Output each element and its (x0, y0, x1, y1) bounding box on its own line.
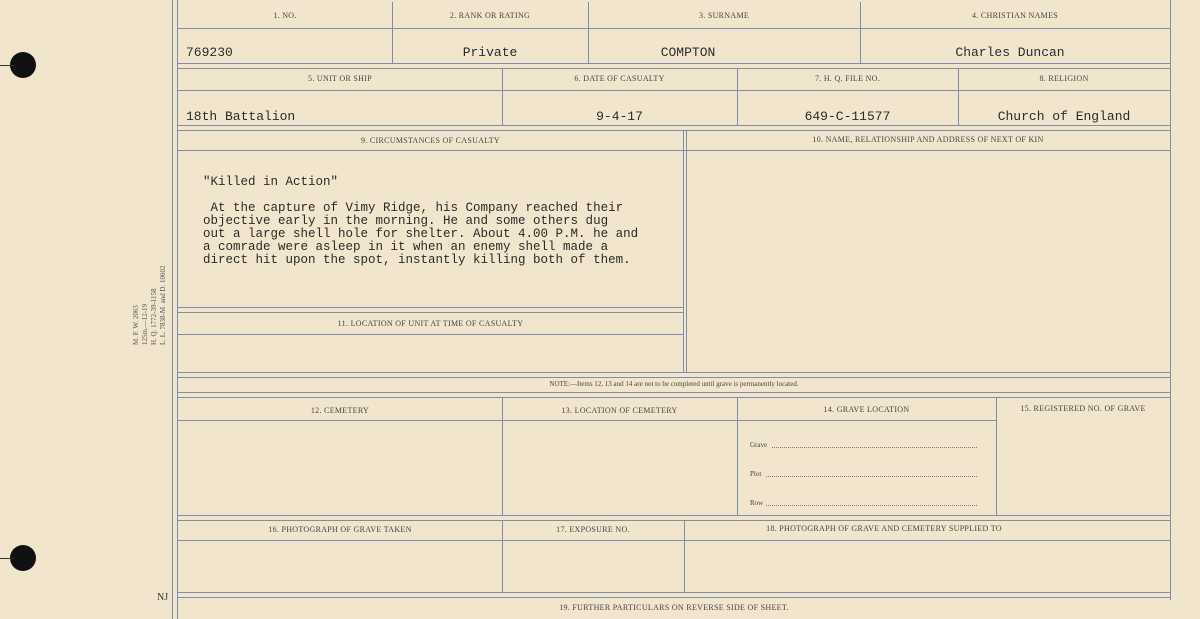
divider (178, 515, 1170, 521)
label-photo-supplied: 18. PHOTOGRAPH OF GRAVE AND CEMETERY SUPPLIED TO (766, 524, 1002, 533)
divider (178, 28, 1170, 29)
divider (178, 372, 1170, 378)
divider (172, 0, 173, 619)
side-text: L. L. 7838-M. and D. 10602 (159, 265, 167, 345)
label-photo-taken: 16. PHOTOGRAPH OF GRAVE TAKEN (268, 525, 412, 534)
divider (686, 130, 687, 373)
label-location-of-unit: 11. LOCATION OF UNIT AT TIME OF CASUALTY (337, 319, 524, 328)
divider (178, 90, 1170, 91)
grave-line (772, 447, 977, 448)
plot-label: Plot (750, 470, 762, 478)
label-date: 6. DATE OF CASUALTY (574, 74, 665, 83)
label-rank: 2. RANK OR RATING (449, 11, 531, 20)
label-no: 1. NO. (273, 11, 297, 20)
label-cemetery: 12. CEMETERY (310, 406, 370, 415)
plot-line (766, 476, 977, 477)
value-file: 649-C-11577 (804, 109, 891, 124)
divider (178, 540, 1170, 541)
value-no: 769230 (186, 45, 233, 60)
margin-line (0, 558, 14, 559)
divider (502, 398, 503, 516)
circumstances-text: At the capture of Vimy Ridge, his Company reached their objective early in the morning. He and some others dug out a large shell hole for shelter. About 4.00 P.M. he and a comrade were asleep in it when an enemy shell made a direct hit upon the spot, instantly killing both of them. (203, 201, 639, 267)
divider (737, 398, 738, 516)
divider (178, 150, 1170, 151)
value-surname: COMPTON (660, 45, 716, 60)
label-grave-location: 14. GRAVE LOCATION (823, 405, 910, 414)
divider (683, 130, 684, 373)
label-unit: 5. UNIT OR SHIP (308, 74, 372, 83)
divider (996, 398, 997, 516)
form-code (132, 265, 168, 345)
divider (178, 392, 1170, 398)
label-exposure: 17. EXPOSURE NO. (556, 525, 630, 534)
label-christian-names: 4. CHRISTIAN NAMES (971, 11, 1059, 20)
side-text: 125m.—12-19 (141, 303, 149, 345)
divider (1170, 0, 1171, 600)
label-circumstances: 9. CIRCUMSTANCES OF CASUALTY (360, 136, 501, 145)
value-unit: 18th Battalion (186, 109, 296, 124)
label-religion: 8. RELIGION (1039, 74, 1089, 83)
label-cemetery-location: 13. LOCATION OF CEMETERY (561, 406, 678, 415)
row-label: Row (750, 499, 764, 507)
margin-line (0, 65, 14, 66)
label-file: 7. H. Q. FILE NO. (814, 74, 881, 83)
initials: NJ (157, 592, 169, 603)
further-particulars: 19. FURTHER PARTICULARS ON REVERSE SIDE OF SHEET. (559, 603, 789, 612)
divider (178, 307, 683, 313)
grave-label: Grave (750, 441, 768, 449)
divider (178, 334, 683, 335)
divider (178, 420, 996, 421)
label-surname: 3. SURNAME (698, 11, 750, 20)
divider (178, 63, 1170, 69)
label-registered-no: 15. REGISTERED NO. OF GRAVE (1020, 404, 1146, 413)
side-text: H. Q. 1772-39-1158 (150, 288, 158, 345)
divider (178, 125, 1170, 131)
value-religion: Church of England (997, 109, 1131, 124)
note: NOTE:—Items 12, 13 and 14 are not to be completed until grave is permanently located. (549, 380, 799, 388)
label-next-of-kin: 10. NAME, RELATIONSHIP AND ADDRESS OF NEXT OF KIN (812, 135, 1044, 144)
value-rank: Private (462, 45, 518, 60)
circumstances-title: "Killed in Action" (203, 175, 339, 189)
divider (178, 592, 1170, 598)
value-date: 9-4-17 (596, 109, 643, 124)
value-christian-names: Charles Duncan (955, 45, 1065, 60)
side-text: M. F. W. 2063 (132, 305, 140, 345)
row-line (766, 505, 977, 506)
